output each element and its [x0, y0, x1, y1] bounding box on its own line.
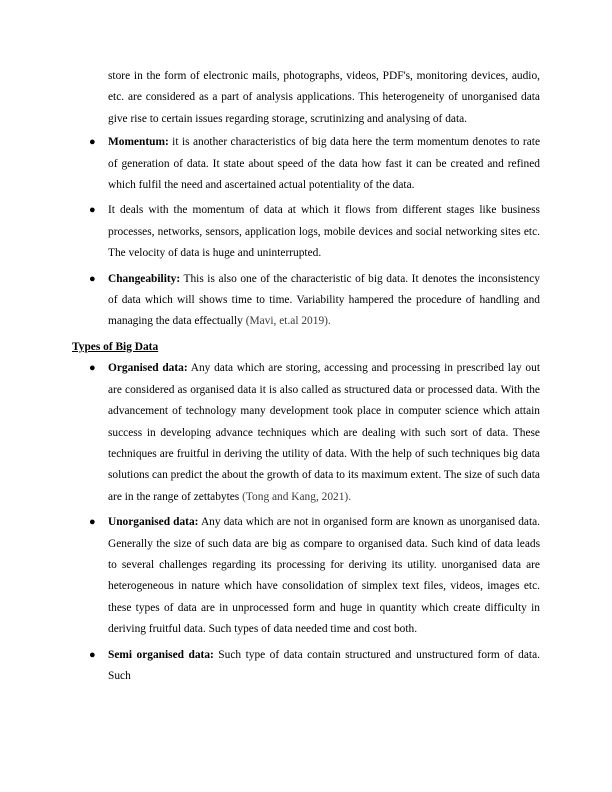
citation: (Tong and Kang, 2021). — [242, 490, 352, 503]
types-list — [72, 358, 540, 687]
bullet-dot-icon: ● — [89, 516, 96, 529]
item-text: Any data which are not in organised form are known as unorganised data. Generally the size of such data are big as compare to organised data. Such kind of data leads to several challenges regarding its processing for deriving its utility. unorganised data are heterogeneous in nature which have consolidation of simplex text files, videos, images etc. these types of data are in unprocessed form and huge in quantity which create difficulty in deriving fruitful data. Such types of data needed time and cost both. — [108, 516, 541, 636]
bullet-dot-icon: ● — [89, 272, 96, 285]
intro-continuation-paragraph: store in the form of electronic mails, photographs, videos, PDF's, monitoring devices, audio, etc. are considered as a part of analysis applications. This heterogeneity of unorganised data give rise to certain issues regarding storage, scrutinizing and analysing of data. — [108, 70, 540, 125]
term-label: Momentum: — [108, 136, 169, 149]
section-heading: Types of Big Data — [72, 340, 159, 353]
item-text: Any data which are storing, accessing and processing in prescribed lay out are considered as organised data it is also called as structured data or processed data. With the advancement of technology many development took place in computer science which attain success in developing advance techniques which are dealing with such sort of data. These techniques are fruitful in deriving the utility of data. With the help of such techniques big data solutions can predict the about the growth of data to its maximum extent. The size of such data are in the range of zettabytes — [108, 362, 540, 503]
term-label: Unorganised data: — [108, 516, 199, 529]
list-item — [72, 200, 540, 264]
item-text: It deals with the momentum of data at which it flows from different stages like business processes, networks, sensors, application logs, mobile devices and social networking sites etc. The velocity of data is huge and uninterrupted. — [108, 204, 540, 260]
list-item — [72, 132, 540, 196]
bullet-dot-icon: ● — [89, 204, 96, 217]
list-item — [72, 358, 540, 508]
item-text: Such type of data contain structured and unstructured form of data. Such — [108, 648, 540, 682]
term-label: Organised data: — [108, 362, 188, 375]
term-label: Changeability: — [108, 272, 181, 285]
bullet-dot-icon: ● — [89, 136, 96, 149]
term-label: Semi organised data: — [108, 648, 214, 661]
list-item — [72, 512, 540, 640]
item-text: it is another characteristics of big data here the term momentum denotes to rate of generation of data. It state about speed of the data how fast it can be created and refined which fulfil the need and ascertained actual potentiality of the data. — [108, 136, 540, 192]
item-text: This is also one of the characteristic of big data. It denotes the inconsistency of data which will shows time to time. Variability hampered the procedure of handling and managing the data effectually — [108, 272, 540, 328]
characteristics-list — [72, 132, 540, 333]
page-content — [72, 66, 540, 691]
bullet-dot-icon: ● — [89, 362, 96, 375]
citation: (Mavi, et.al 2019). — [245, 315, 331, 328]
bullet-dot-icon: ● — [89, 648, 96, 661]
list-item — [72, 645, 540, 688]
list-item — [72, 269, 540, 333]
